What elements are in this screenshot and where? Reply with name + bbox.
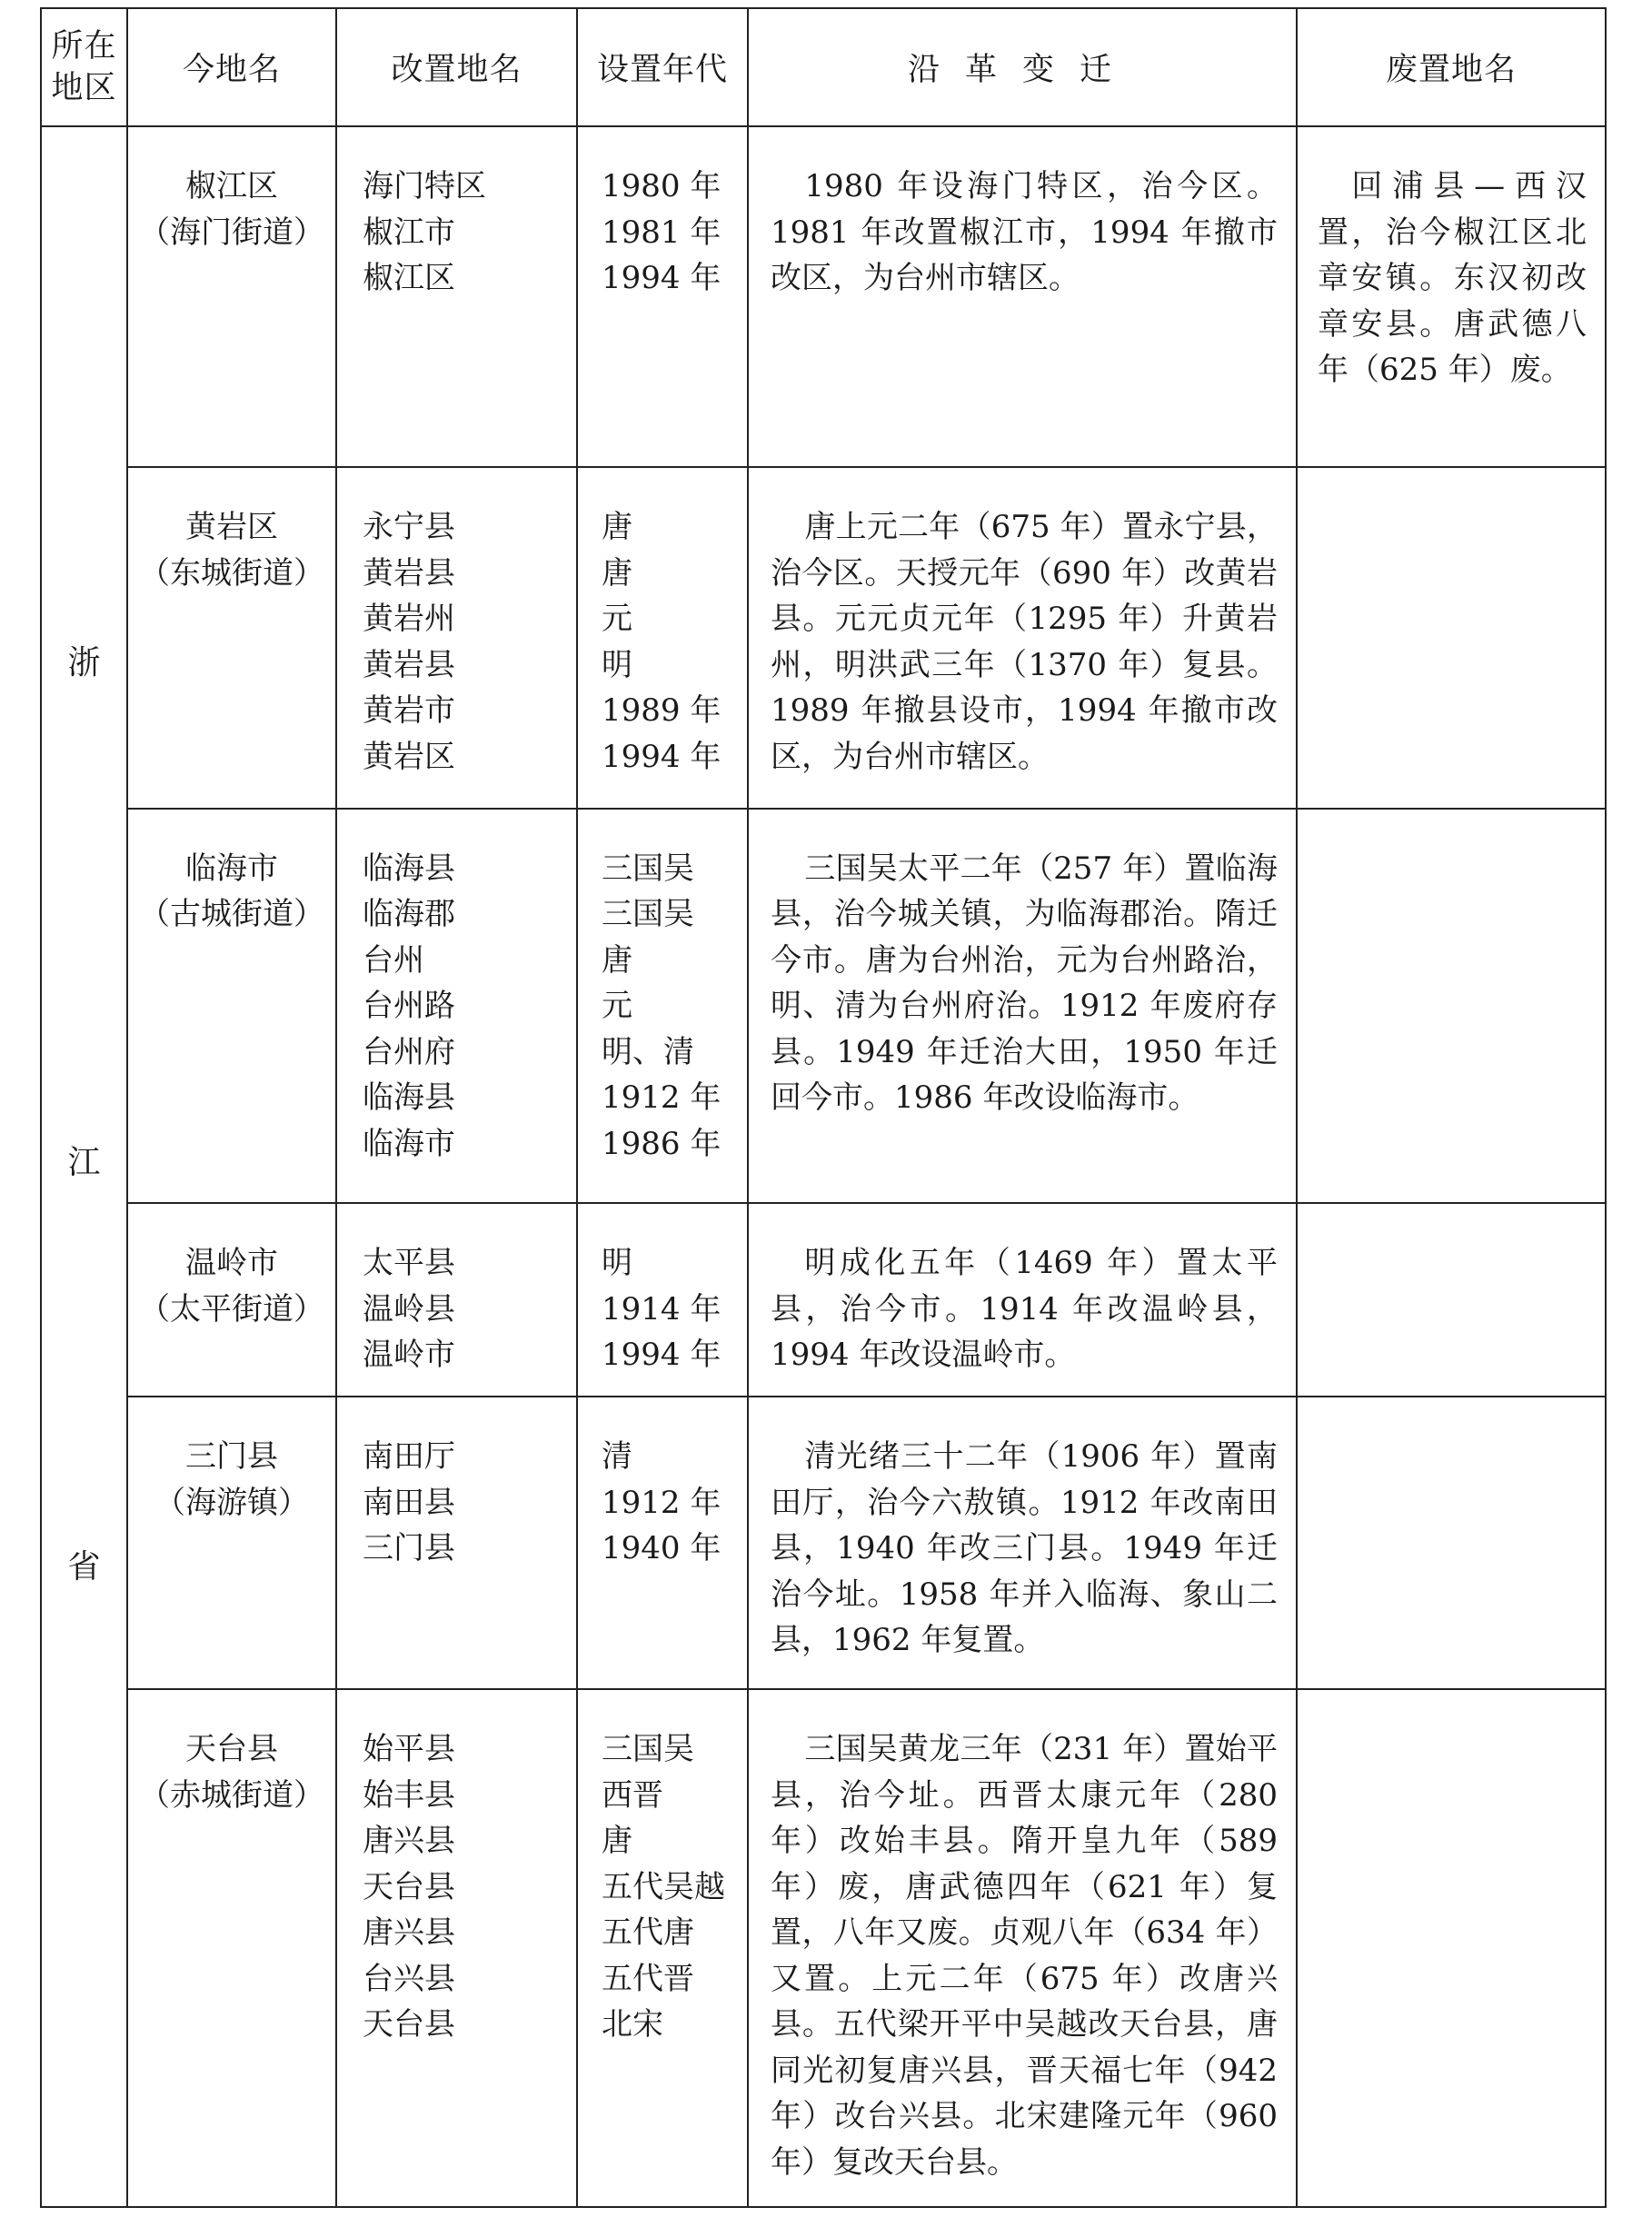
era-item: 明 (602, 1245, 632, 1281)
current-seat: （东城街道） (139, 554, 324, 592)
era-item: 1994 年 (602, 738, 722, 775)
current-name: 临海市 (185, 850, 278, 887)
gazetteer-table (40, 7, 1607, 2208)
era-item: 元 (602, 601, 632, 638)
history-text: 1980 年设海门特区，治今区。1981 年改置椒江市，1994 年撤市改区，为台州市辖区。 (771, 168, 1278, 296)
renamed-item: 椒江市 (363, 214, 455, 251)
history-text: 唐上元二年（675 年）置永宁县，治今区。天授元年（690 年）改黄岩县。元元贞元年（1295 年）升黄岩州，明洪武三年（1370 年）复县。1989 年撤县设市，1994 年撤市改区，为台州市辖区。 (771, 509, 1278, 775)
header-renamed: 改置地名 (336, 8, 577, 126)
era-item: 1986 年 (602, 1125, 722, 1162)
renamed-item: 温岭市 (363, 1337, 455, 1373)
renamed-item: 临海县 (363, 1079, 455, 1117)
table-row (41, 467, 1606, 808)
table-row (41, 126, 1606, 467)
current-name: 椒江区 (185, 168, 278, 204)
current-name-cell (127, 1203, 336, 1397)
renamed-cell (336, 467, 577, 808)
current-name: 天台县 (185, 1731, 278, 1768)
era-item: 明、清 (602, 1033, 694, 1070)
era-cell (577, 1203, 748, 1397)
renamed-item: 椒江区 (363, 260, 455, 296)
renamed-item: 黄岩县 (363, 554, 455, 592)
region-char: 省 (67, 1548, 101, 1586)
era-item: 唐 (602, 1823, 632, 1860)
renamed-item: 黄岩州 (363, 601, 455, 638)
region-char: 浙 (67, 644, 101, 681)
header-era: 设置年代 (577, 8, 748, 126)
current-name: 黄岩区 (185, 509, 278, 546)
renamed-item: 临海市 (363, 1125, 455, 1162)
current-name: 三门县 (185, 1438, 278, 1476)
history-cell (748, 1689, 1297, 2207)
current-name-cell (127, 809, 336, 1203)
region-char: 江 (67, 1144, 101, 1181)
history-text: 明成化五年（1469 年）置太平县，治今市。1914 年改温岭县，1994 年改设温岭市。 (771, 1245, 1278, 1373)
era-item: 三国吴 (602, 896, 694, 933)
table-row (41, 1689, 1606, 2207)
era-item: 1912 年 (602, 1484, 722, 1521)
renamed-item: 天台县 (363, 1868, 455, 1905)
renamed-item: 三门县 (363, 1530, 455, 1567)
renamed-item: 始丰县 (363, 1776, 455, 1814)
era-item: 北宋 (602, 2006, 663, 2043)
abolished-cell (1297, 467, 1606, 808)
renamed-item: 南田县 (363, 1484, 455, 1521)
renamed-item: 台兴县 (363, 1960, 455, 1997)
era-item: 1914 年 (602, 1290, 722, 1327)
header-history: 沿革变迁 (748, 8, 1297, 126)
renamed-item: 黄岩县 (363, 646, 455, 683)
era-item: 明 (602, 646, 632, 683)
era-item: 1994 年 (602, 260, 722, 296)
table-row (41, 1397, 1606, 1689)
era-item: 唐 (602, 509, 632, 546)
abolished-cell (1297, 1397, 1606, 1689)
renamed-item: 临海县 (363, 850, 455, 887)
table-row (41, 1203, 1606, 1397)
header-current-name: 今地名 (127, 8, 336, 126)
era-item: 三国吴 (602, 850, 694, 887)
renamed-item: 台州 (363, 941, 424, 979)
header-abolished: 废置地名 (1297, 8, 1606, 126)
era-item: 三国吴 (602, 1731, 694, 1768)
renamed-item: 唐兴县 (363, 1914, 455, 1952)
era-item: 五代晋 (602, 1960, 694, 1997)
era-item: 清 (602, 1438, 632, 1476)
renamed-cell (336, 809, 577, 1203)
renamed-cell (336, 126, 577, 467)
current-seat: （古城街道） (139, 896, 324, 933)
era-item: 五代吴越 (602, 1868, 725, 1905)
renamed-item: 天台县 (363, 2006, 455, 2043)
header-row (41, 8, 1606, 126)
abolished-cell (1297, 1689, 1606, 2207)
history-cell (748, 467, 1297, 808)
history-text: 三国吴太平二年（257 年）置临海县，治今城关镇，为临海郡治。隋迁今市。唐为台州治，元为台州路治，明、清为台州府治。1912 年废府存县。1949 年迁治大田，1950 年迁回今市。1986 年改设临海市。 (771, 850, 1278, 1117)
renamed-item: 台州路 (363, 988, 455, 1025)
era-item: 1980 年 (602, 168, 722, 204)
renamed-item: 黄岩区 (363, 738, 455, 775)
renamed-item: 唐兴县 (363, 1823, 455, 1860)
renamed-cell (336, 1203, 577, 1397)
era-item: 西晋 (602, 1776, 663, 1814)
current-seat: （赤城街道） (139, 1776, 324, 1814)
era-cell (577, 467, 748, 808)
renamed-item: 太平县 (363, 1245, 455, 1281)
current-name-cell (127, 467, 336, 808)
history-text: 清光绪三十二年（1906 年）置南田厅，治今六敖镇。1912 年改南田县，1940 年改三门县。1949 年迁治今址。1958 年并入临海、象山二县，1962 年复置。 (771, 1438, 1278, 1659)
era-item: 1989 年 (602, 692, 722, 730)
table-row (41, 809, 1606, 1203)
abolished-cell (1297, 809, 1606, 1203)
renamed-cell (336, 1397, 577, 1689)
era-item: 1940 年 (602, 1530, 722, 1567)
era-item: 唐 (602, 554, 632, 592)
era-item: 唐 (602, 941, 632, 979)
history-cell (748, 809, 1297, 1203)
region-cell (41, 126, 127, 2207)
current-name-cell (127, 1397, 336, 1689)
history-cell (748, 126, 1297, 467)
current-name: 温岭市 (185, 1245, 278, 1281)
era-cell (577, 1689, 748, 2207)
era-item: 五代唐 (602, 1914, 694, 1952)
current-name-cell (127, 126, 336, 467)
abolished-cell (1297, 1203, 1606, 1397)
renamed-item: 永宁县 (363, 509, 455, 546)
renamed-item: 台州府 (363, 1033, 455, 1070)
abolished-cell (1297, 126, 1606, 467)
abolished-text: 回浦县—西汉置，治今椒江区北章安镇。东汉初改章安县。唐武德八年（625 年）废。 (1318, 168, 1587, 388)
era-cell (577, 809, 748, 1203)
era-item: 1994 年 (602, 1337, 722, 1373)
history-cell (748, 1397, 1297, 1689)
renamed-item: 始平县 (363, 1731, 455, 1768)
history-cell (748, 1203, 1297, 1397)
header-region: 所在 地区 (41, 8, 127, 126)
era-item: 元 (602, 988, 632, 1025)
current-seat: （太平街道） (139, 1290, 324, 1327)
history-text: 三国吴黄龙三年（231 年）置始平县，治今址。西晋太康元年（280 年）改始丰县。隋开皇九年（589 年）废，唐武德四年（621 年）复置，八年又废。贞观八年（634 年）又置。上元二年（675 年）改唐兴县。五代梁开平中吴越改天台县，唐同光初复唐兴县，晋天福七年（942 年）改台兴县。北宋建隆元年（960 年）复改天台县。 (771, 1731, 1278, 2181)
renamed-item: 黄岩市 (363, 692, 455, 730)
renamed-item: 海门特区 (363, 168, 486, 204)
era-cell (577, 1397, 748, 1689)
current-name-cell (127, 1689, 336, 2207)
era-item: 1981 年 (602, 214, 722, 251)
era-cell (577, 126, 748, 467)
current-seat: （海游镇） (154, 1484, 309, 1521)
renamed-item: 临海郡 (363, 896, 455, 933)
renamed-item: 温岭县 (363, 1290, 455, 1327)
current-seat: （海门街道） (139, 214, 324, 251)
renamed-item: 南田厅 (363, 1438, 455, 1476)
renamed-cell (336, 1689, 577, 2207)
era-item: 1912 年 (602, 1079, 722, 1117)
